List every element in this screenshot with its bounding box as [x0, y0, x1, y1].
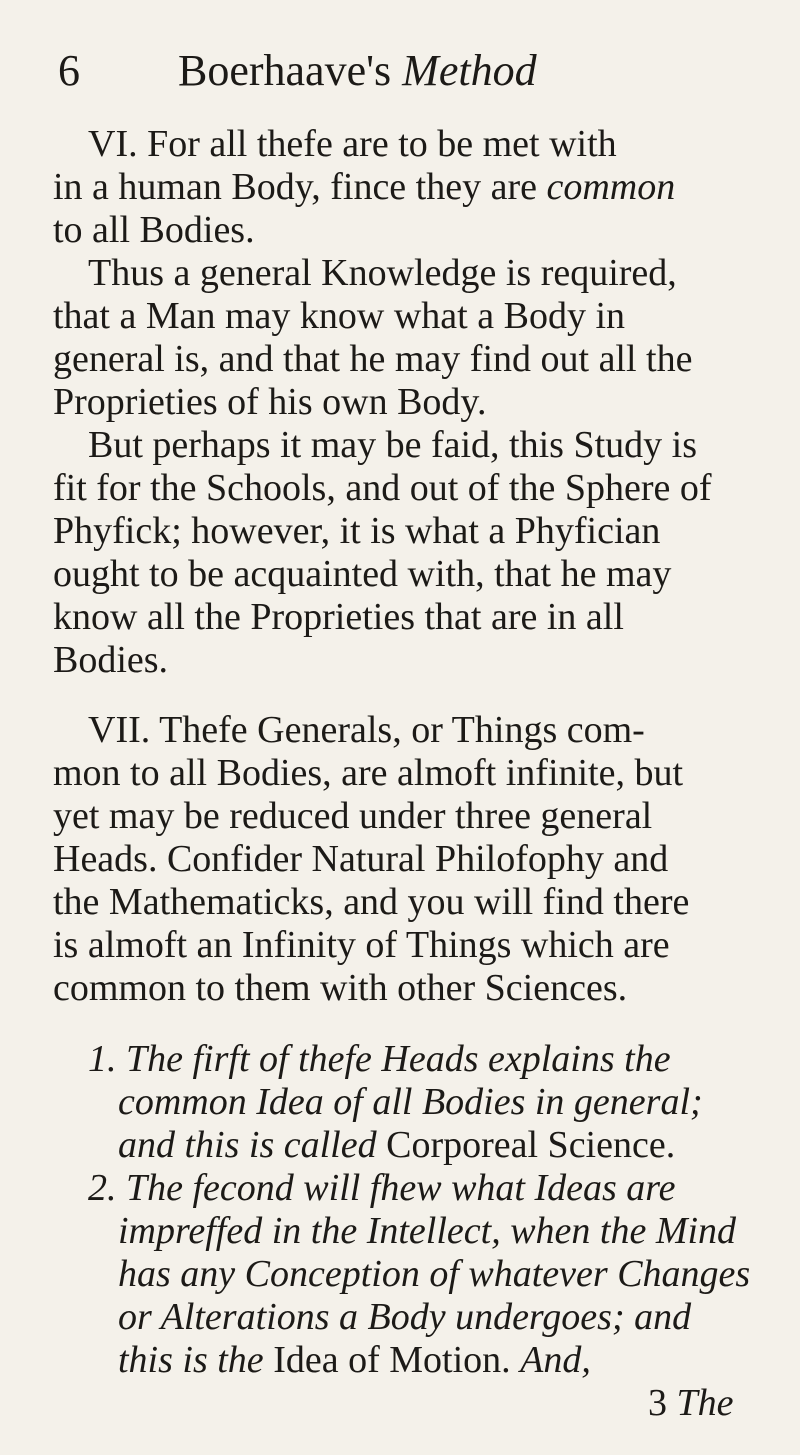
vi-line-4: Thus a general Knowledge is required,: [88, 252, 677, 294]
item1-line-3: [118, 1124, 675, 1168]
vi-line-11: ought to be acquainted with, that he may: [53, 553, 672, 595]
vi-line-12: know all the Proprieties that are in all: [53, 596, 624, 638]
vi-line-3: to all Bodies.: [53, 209, 255, 251]
vi-line-7: Proprieties of his own Body.: [53, 381, 487, 423]
vi-line-9: fit for the Schools, and out of the Sphere of: [53, 467, 712, 509]
vi-line-2-text: in a human Body, fince they are: [53, 166, 537, 208]
catchword: [648, 1382, 734, 1426]
item2-line-5-roman: Idea of Motion.: [273, 1339, 511, 1381]
vi-line-5: that a Man may know what a Body in: [53, 295, 626, 337]
item1-line-2: common Idea of all Bodies in general;: [118, 1081, 703, 1123]
vii-line-2: mon to all Bodies, are almoft infinite, but: [53, 752, 684, 794]
vii-line-6: is almoft an Infinity of Things which are: [53, 924, 670, 966]
item2-line-5-end: And,: [520, 1339, 591, 1381]
vi-line-8: But perhaps it may be faid, this Study is: [88, 424, 698, 466]
item2-line-5-italic: this is the: [118, 1339, 264, 1381]
vii-line-7: common to them with other Sciences.: [53, 967, 628, 1009]
catchword-num: 3: [648, 1382, 667, 1424]
vi-line-10: Phyfick; however, it is what a Phyfician: [53, 510, 661, 552]
vi-line-13: Bodies.: [53, 639, 169, 681]
vii-line-5: the Mathematicks, and you will find there: [53, 881, 690, 923]
item2-line-2: impreffed in the Intellect, when the Mind: [118, 1210, 737, 1252]
vi-line-1: VI. For all thefe are to be met with: [88, 123, 617, 165]
item2-line-1: 2. The fecond will fhew what Ideas are: [88, 1167, 676, 1209]
item2-line-4: or Alterations a Body undergoes; and: [118, 1296, 692, 1338]
vii-line-4: Heads. Confider Natural Philofophy and: [53, 838, 669, 880]
running-title: [178, 36, 537, 106]
item1-line-1: 1. The firft of thefe Heads explains the: [88, 1038, 671, 1080]
item1-line-3-roman: Corporeal Science.: [386, 1124, 676, 1166]
item2-line-3: has any Conception of whatever Changes: [118, 1253, 751, 1295]
running-title-word: Method: [402, 46, 537, 95]
item2-line-5: [118, 1339, 591, 1383]
item1-line-3-italic: and this is called: [118, 1124, 377, 1166]
vi-line-2: [53, 166, 675, 210]
catchword-word: The: [676, 1382, 734, 1424]
vii-line-1: VII. Thefe Generals, or Things com-: [88, 709, 645, 751]
vi-line-6: general is, and that he may find out all the: [53, 338, 693, 380]
page-number: 6: [58, 46, 80, 95]
vii-line-3: yet may be reduced under three general: [53, 795, 653, 837]
page-header: [58, 36, 738, 106]
vi-italic-common: common: [546, 166, 676, 208]
running-title-name: Boerhaave's: [178, 46, 392, 95]
